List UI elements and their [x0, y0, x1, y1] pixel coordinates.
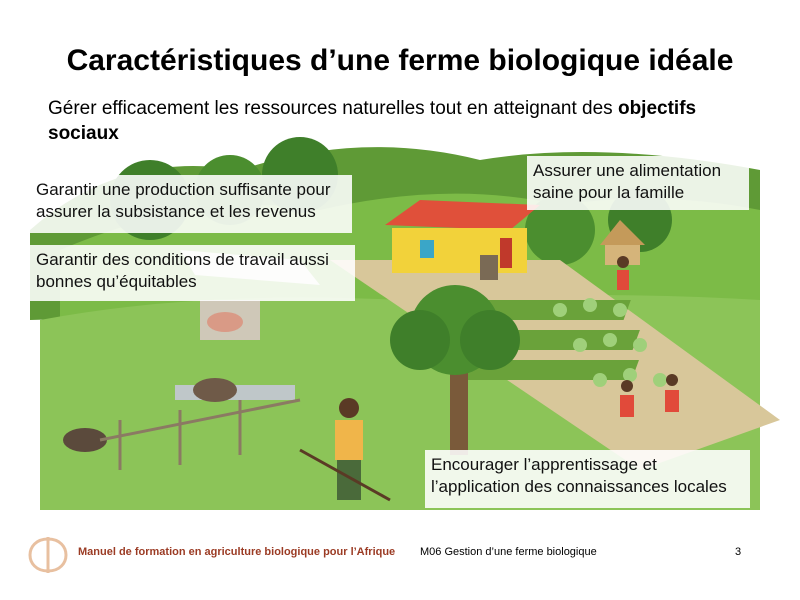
callout-work-conditions: Garantir des conditions de travail aussi bonnes qu’équitables: [30, 245, 355, 301]
subtitle-text: Gérer efficacement les ressources naturelles tout en atteignant des: [48, 98, 618, 119]
callout-local-knowledge: Encourager l’apprentissage et l’application des connaissances locales: [425, 450, 750, 508]
slide-subtitle: [48, 96, 768, 146]
footer-manual-title: Manuel de formation en agriculture biologique pour l’Afrique: [78, 546, 396, 558]
callout-production: Garantir une production suffisante pour assurer la subsistance et les revenus: [30, 175, 352, 233]
callout-healthy-food: Assurer une alimentation saine pour la famille: [527, 156, 749, 210]
manual-logo-icon: [26, 535, 70, 575]
subtitle-emphasis: objectifs sociaux: [48, 98, 697, 144]
slide-title: Caractéristiques d’une ferme biologique idéale: [66, 44, 734, 77]
footer-module: M06 Gestion d’une ferme biologique: [420, 546, 597, 558]
page-number: 3: [735, 546, 742, 558]
